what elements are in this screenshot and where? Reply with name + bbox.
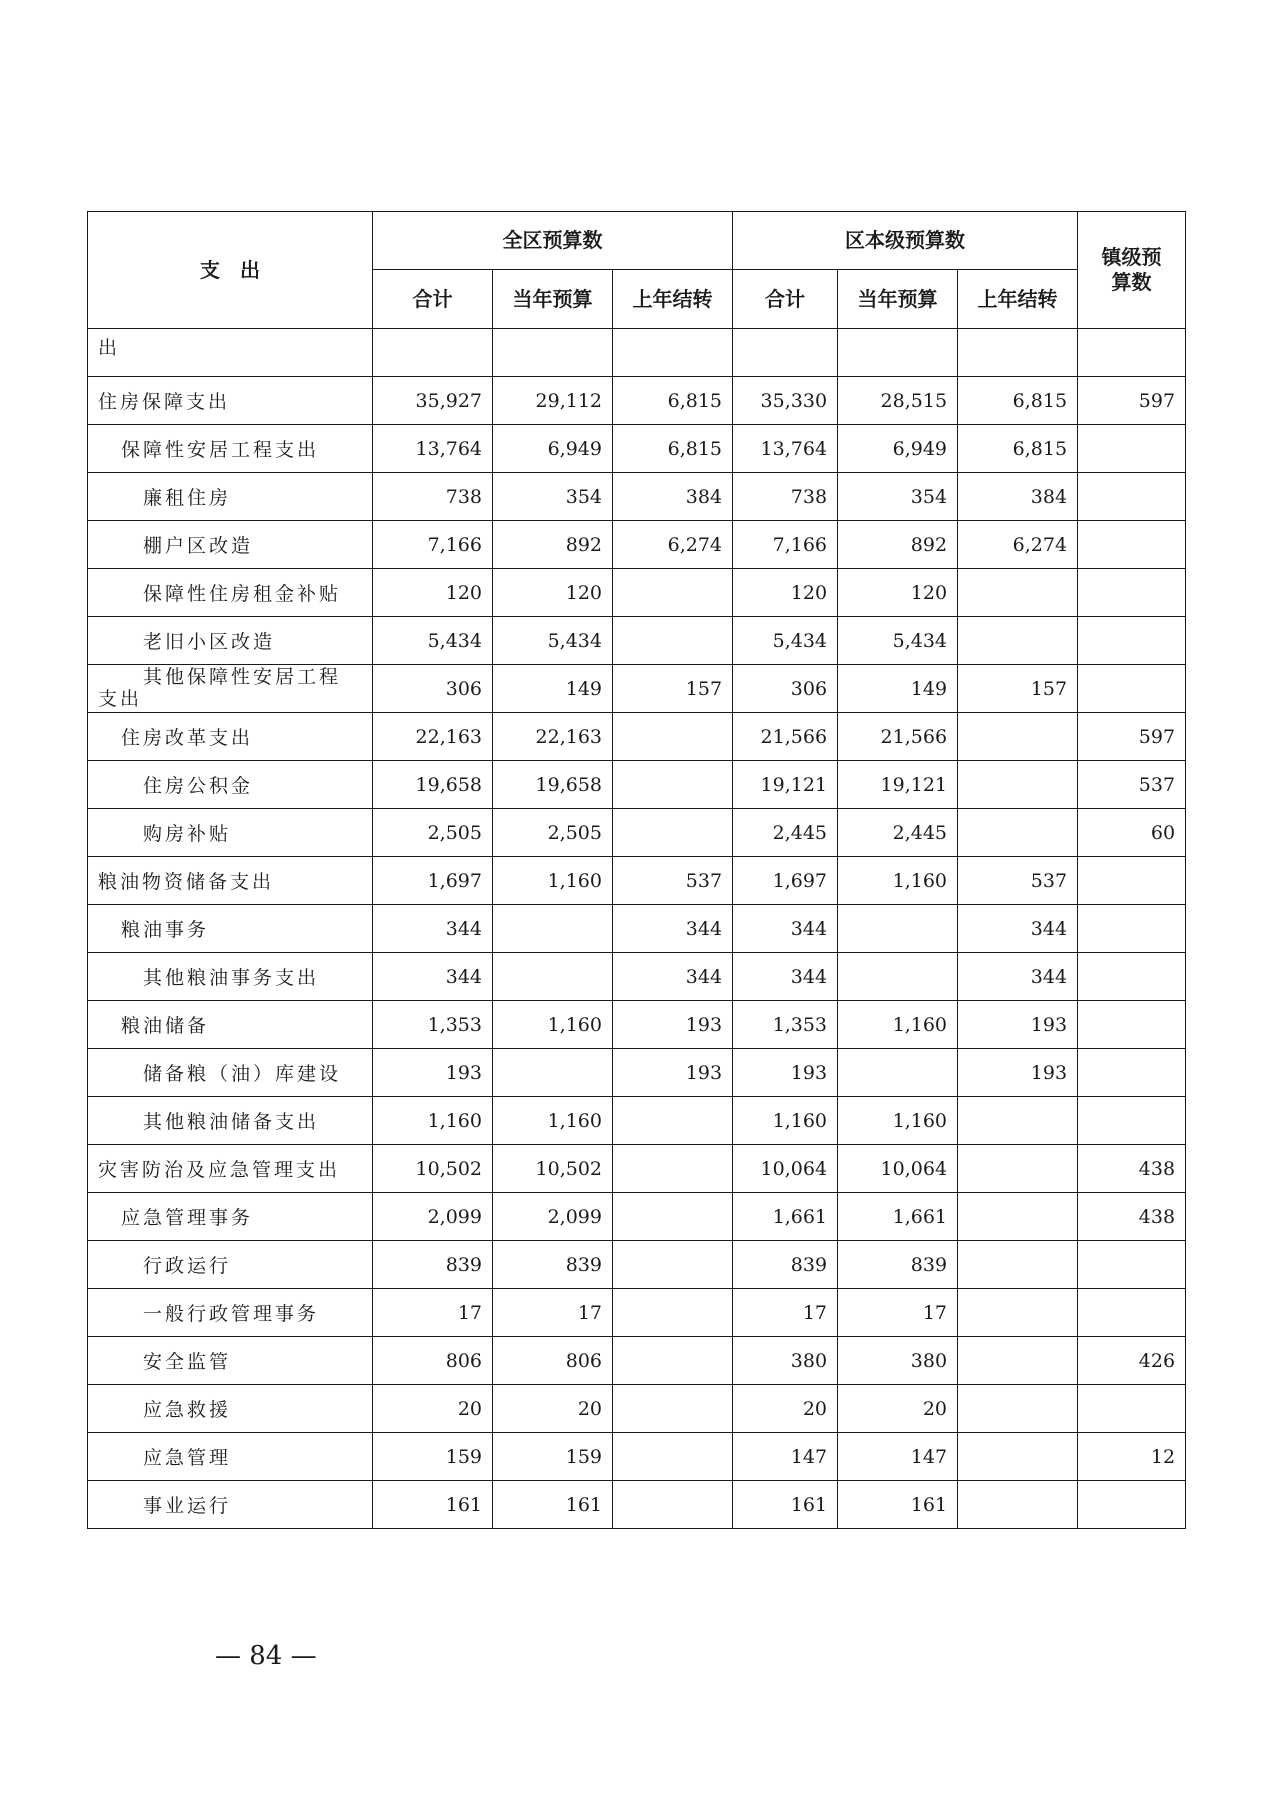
row-label: 灾害防治及应急管理支出 [88, 1145, 373, 1193]
header-district-current: 当年预算 [493, 270, 613, 329]
cell-district-total: 5,434 [373, 617, 493, 665]
header-town-level-budget [1078, 212, 1186, 329]
header-expense: 支 出 [88, 212, 373, 329]
cell-district-total: 1,353 [373, 1001, 493, 1049]
row-label: 老旧小区改造 [88, 617, 373, 665]
row-label: 储备粮（油）库建设 [88, 1049, 373, 1097]
cell-town-level [1078, 953, 1186, 1001]
cell-town-level: 12 [1078, 1433, 1186, 1481]
table-row [88, 1481, 1186, 1529]
cell-level-current: 2,445 [838, 809, 958, 857]
cell-level-carryover [958, 617, 1078, 665]
row-label: 应急救援 [88, 1385, 373, 1433]
cell-district-total: 20 [373, 1385, 493, 1433]
cell-town-level [1078, 425, 1186, 473]
cell-town-level [1078, 329, 1186, 377]
cell-level-current: 149 [838, 665, 958, 713]
cell-level-total: 19,121 [733, 761, 838, 809]
cell-level-total: 20 [733, 1385, 838, 1433]
table-row [88, 1145, 1186, 1193]
cell-district-total: 161 [373, 1481, 493, 1529]
cell-level-carryover: 6,815 [958, 425, 1078, 473]
cell-district-total [373, 329, 493, 377]
cell-level-total: 344 [733, 953, 838, 1001]
cell-level-current [838, 329, 958, 377]
cell-level-total: 344 [733, 905, 838, 953]
cell-level-carryover: 6,815 [958, 377, 1078, 425]
cell-level-total: 1,160 [733, 1097, 838, 1145]
cell-level-current: 1,160 [838, 1097, 958, 1145]
header-district-budget: 全区预算数 [373, 212, 733, 270]
cell-town-level [1078, 1097, 1186, 1145]
table-row [88, 857, 1186, 905]
cell-district-current: 1,160 [493, 857, 613, 905]
row-label: 住房改革支出 [88, 713, 373, 761]
cell-district-carryover: 6,274 [613, 521, 733, 569]
cell-district-total: 159 [373, 1433, 493, 1481]
cell-town-level: 597 [1078, 713, 1186, 761]
cell-district-carryover: 537 [613, 857, 733, 905]
cell-level-current: 17 [838, 1289, 958, 1337]
cell-level-total: 10,064 [733, 1145, 838, 1193]
row-label-line1: 其他保障性安居工程 [143, 665, 342, 688]
row-label: 应急管理事务 [88, 1193, 373, 1241]
cell-district-carryover: 157 [613, 665, 733, 713]
row-label: 棚户区改造 [88, 521, 373, 569]
row-label: 一般行政管理事务 [88, 1289, 373, 1337]
cell-district-total: 22,163 [373, 713, 493, 761]
cell-district-current: 806 [493, 1337, 613, 1385]
cell-level-total: 1,697 [733, 857, 838, 905]
table-row [88, 809, 1186, 857]
cell-district-carryover [613, 1241, 733, 1289]
cell-district-total: 35,927 [373, 377, 493, 425]
table-row [88, 329, 1186, 377]
row-label: 住房公积金 [88, 761, 373, 809]
table-row [88, 521, 1186, 569]
cell-level-total: 1,353 [733, 1001, 838, 1049]
cell-level-current: 1,160 [838, 1001, 958, 1049]
cell-level-total: 161 [733, 1481, 838, 1529]
cell-district-carryover [613, 713, 733, 761]
cell-level-current: 1,160 [838, 857, 958, 905]
cell-district-total: 2,505 [373, 809, 493, 857]
cell-town-level: 60 [1078, 809, 1186, 857]
cell-level-total: 738 [733, 473, 838, 521]
cell-district-current: 10,502 [493, 1145, 613, 1193]
row-label [88, 665, 373, 713]
cell-level-carryover [958, 1289, 1078, 1337]
cell-town-level [1078, 1049, 1186, 1097]
cell-level-carryover: 384 [958, 473, 1078, 521]
cell-town-level [1078, 617, 1186, 665]
cell-district-carryover: 6,815 [613, 377, 733, 425]
cell-district-current: 19,658 [493, 761, 613, 809]
cell-town-level [1078, 1001, 1186, 1049]
cell-level-carryover: 157 [958, 665, 1078, 713]
cell-level-carryover: 344 [958, 953, 1078, 1001]
cell-level-current: 10,064 [838, 1145, 958, 1193]
cell-district-total: 10,502 [373, 1145, 493, 1193]
cell-district-carryover: 6,815 [613, 425, 733, 473]
cell-town-level [1078, 1289, 1186, 1337]
cell-level-total: 35,330 [733, 377, 838, 425]
cell-level-current: 28,515 [838, 377, 958, 425]
cell-district-total: 13,764 [373, 425, 493, 473]
cell-district-total: 17 [373, 1289, 493, 1337]
cell-district-current [493, 1049, 613, 1097]
cell-level-total: 147 [733, 1433, 838, 1481]
cell-level-total: 17 [733, 1289, 838, 1337]
header-level-carryover: 上年结转 [958, 270, 1078, 329]
cell-level-total: 306 [733, 665, 838, 713]
cell-level-total: 193 [733, 1049, 838, 1097]
cell-district-carryover: 193 [613, 1049, 733, 1097]
cell-district-carryover [613, 617, 733, 665]
cell-level-total: 13,764 [733, 425, 838, 473]
cell-level-current: 21,566 [838, 713, 958, 761]
cell-district-total: 839 [373, 1241, 493, 1289]
cell-district-carryover [613, 1385, 733, 1433]
cell-level-total: 5,434 [733, 617, 838, 665]
table-row [88, 953, 1186, 1001]
table-row [88, 713, 1186, 761]
cell-town-level [1078, 1481, 1186, 1529]
cell-district-total: 1,160 [373, 1097, 493, 1145]
cell-level-current: 147 [838, 1433, 958, 1481]
row-label: 其他粮油事务支出 [88, 953, 373, 1001]
table-row [88, 665, 1186, 713]
cell-town-level [1078, 521, 1186, 569]
cell-district-current: 1,160 [493, 1097, 613, 1145]
cell-level-total: 839 [733, 1241, 838, 1289]
cell-level-carryover [958, 1241, 1078, 1289]
budget-table [87, 211, 1186, 1529]
table-row [88, 1049, 1186, 1097]
cell-district-current: 22,163 [493, 713, 613, 761]
row-label: 保障性住房租金补贴 [88, 569, 373, 617]
table-row [88, 1241, 1186, 1289]
cell-district-total: 7,166 [373, 521, 493, 569]
cell-district-current: 17 [493, 1289, 613, 1337]
table-row [88, 1433, 1186, 1481]
cell-district-current: 149 [493, 665, 613, 713]
cell-district-current: 20 [493, 1385, 613, 1433]
table-row [88, 1097, 1186, 1145]
header-district-total: 合计 [373, 270, 493, 329]
cell-level-total: 21,566 [733, 713, 838, 761]
cell-town-level: 438 [1078, 1145, 1186, 1193]
cell-district-carryover [613, 1145, 733, 1193]
cell-town-level [1078, 569, 1186, 617]
cell-level-current: 892 [838, 521, 958, 569]
cell-level-carryover [958, 1097, 1078, 1145]
cell-town-level [1078, 905, 1186, 953]
cell-level-total: 7,166 [733, 521, 838, 569]
cell-district-current: 1,160 [493, 1001, 613, 1049]
cell-district-total: 2,099 [373, 1193, 493, 1241]
cell-district-current: 5,434 [493, 617, 613, 665]
cell-level-current: 380 [838, 1337, 958, 1385]
cell-level-carryover [958, 1337, 1078, 1385]
cell-district-carryover [613, 1289, 733, 1337]
header-level-current: 当年预算 [838, 270, 958, 329]
cell-district-current [493, 953, 613, 1001]
cell-district-total: 806 [373, 1337, 493, 1385]
cell-level-current [838, 1049, 958, 1097]
cell-level-current: 161 [838, 1481, 958, 1529]
cell-level-carryover [958, 329, 1078, 377]
cell-level-total: 120 [733, 569, 838, 617]
table-row [88, 905, 1186, 953]
cell-district-carryover [613, 1337, 733, 1385]
cell-level-carryover: 193 [958, 1001, 1078, 1049]
table-row [88, 1001, 1186, 1049]
cell-district-total: 120 [373, 569, 493, 617]
cell-district-carryover [613, 329, 733, 377]
table-row [88, 617, 1186, 665]
table-row [88, 425, 1186, 473]
cell-level-total: 2,445 [733, 809, 838, 857]
cell-level-current: 839 [838, 1241, 958, 1289]
cell-district-current: 2,505 [493, 809, 613, 857]
cell-town-level [1078, 473, 1186, 521]
table-row [88, 473, 1186, 521]
row-label: 应急管理 [88, 1433, 373, 1481]
row-label: 保障性安居工程支出 [88, 425, 373, 473]
cell-district-carryover [613, 1193, 733, 1241]
header-district-carryover: 上年结转 [613, 270, 733, 329]
cell-district-current: 29,112 [493, 377, 613, 425]
table-row [88, 1385, 1186, 1433]
cell-level-current: 20 [838, 1385, 958, 1433]
cell-district-carryover [613, 1481, 733, 1529]
header-district-level-budget: 区本级预算数 [733, 212, 1078, 270]
cell-district-total: 1,697 [373, 857, 493, 905]
cell-level-current: 120 [838, 569, 958, 617]
cell-district-current [493, 905, 613, 953]
table-header [88, 212, 1186, 329]
cell-level-carryover: 6,274 [958, 521, 1078, 569]
cell-district-current [493, 329, 613, 377]
cell-level-carryover [958, 1481, 1078, 1529]
row-label: 粮油事务 [88, 905, 373, 953]
cell-level-carryover [958, 761, 1078, 809]
cell-district-current: 161 [493, 1481, 613, 1529]
cell-town-level: 438 [1078, 1193, 1186, 1241]
cell-level-carryover [958, 569, 1078, 617]
row-label: 住房保障支出 [88, 377, 373, 425]
row-label: 廉租住房 [88, 473, 373, 521]
header-level-total: 合计 [733, 270, 838, 329]
cell-level-carryover [958, 1145, 1078, 1193]
table-row [88, 569, 1186, 617]
cell-district-total: 344 [373, 953, 493, 1001]
cell-level-carryover [958, 809, 1078, 857]
table-row [88, 1193, 1186, 1241]
cell-district-carryover [613, 809, 733, 857]
cell-district-current: 892 [493, 521, 613, 569]
cell-district-total: 306 [373, 665, 493, 713]
cell-town-level [1078, 665, 1186, 713]
cell-level-current: 19,121 [838, 761, 958, 809]
cell-level-current [838, 905, 958, 953]
cell-district-carryover: 344 [613, 905, 733, 953]
cell-district-carryover [613, 761, 733, 809]
cell-level-total [733, 329, 838, 377]
cell-town-level [1078, 1385, 1186, 1433]
cell-town-level: 597 [1078, 377, 1186, 425]
cell-district-total: 193 [373, 1049, 493, 1097]
cell-district-current: 6,949 [493, 425, 613, 473]
cell-level-carryover [958, 1193, 1078, 1241]
cell-town-level: 537 [1078, 761, 1186, 809]
cell-level-current: 6,949 [838, 425, 958, 473]
cell-level-current [838, 953, 958, 1001]
cell-district-carryover [613, 1097, 733, 1145]
cell-level-carryover [958, 1385, 1078, 1433]
cell-district-carryover [613, 569, 733, 617]
table-row [88, 1337, 1186, 1385]
cell-district-current: 2,099 [493, 1193, 613, 1241]
header-town-level-text: 镇级预算数 [1101, 245, 1162, 294]
cell-district-current: 159 [493, 1433, 613, 1481]
cell-district-total: 344 [373, 905, 493, 953]
cell-district-total: 738 [373, 473, 493, 521]
row-label: 事业运行 [88, 1481, 373, 1529]
cell-town-level [1078, 1241, 1186, 1289]
cell-district-current: 354 [493, 473, 613, 521]
row-label: 行政运行 [88, 1241, 373, 1289]
cell-level-carryover: 344 [958, 905, 1078, 953]
cell-level-current: 354 [838, 473, 958, 521]
row-label: 粮油物资储备支出 [88, 857, 373, 905]
cell-town-level: 426 [1078, 1337, 1186, 1385]
row-label-line2: 支出 [98, 687, 143, 710]
table-row [88, 377, 1186, 425]
table-row [88, 761, 1186, 809]
cell-level-current: 1,661 [838, 1193, 958, 1241]
cell-district-total: 19,658 [373, 761, 493, 809]
cell-level-total: 380 [733, 1337, 838, 1385]
cell-town-level [1078, 857, 1186, 905]
row-label: 安全监管 [88, 1337, 373, 1385]
cell-district-carryover: 344 [613, 953, 733, 1001]
table-body [88, 329, 1186, 1529]
row-label: 出 [88, 329, 373, 377]
row-label: 购房补贴 [88, 809, 373, 857]
cell-level-carryover [958, 713, 1078, 761]
cell-district-carryover [613, 1433, 733, 1481]
page-number: — 84 — [215, 1641, 317, 1671]
cell-level-carryover: 537 [958, 857, 1078, 905]
cell-district-current: 120 [493, 569, 613, 617]
row-label: 其他粮油储备支出 [88, 1097, 373, 1145]
cell-level-carryover [958, 1433, 1078, 1481]
row-label: 粮油储备 [88, 1001, 373, 1049]
cell-level-carryover: 193 [958, 1049, 1078, 1097]
cell-level-total: 1,661 [733, 1193, 838, 1241]
cell-district-carryover: 193 [613, 1001, 733, 1049]
cell-district-carryover: 384 [613, 473, 733, 521]
cell-district-current: 839 [493, 1241, 613, 1289]
table-row [88, 1289, 1186, 1337]
cell-level-current: 5,434 [838, 617, 958, 665]
